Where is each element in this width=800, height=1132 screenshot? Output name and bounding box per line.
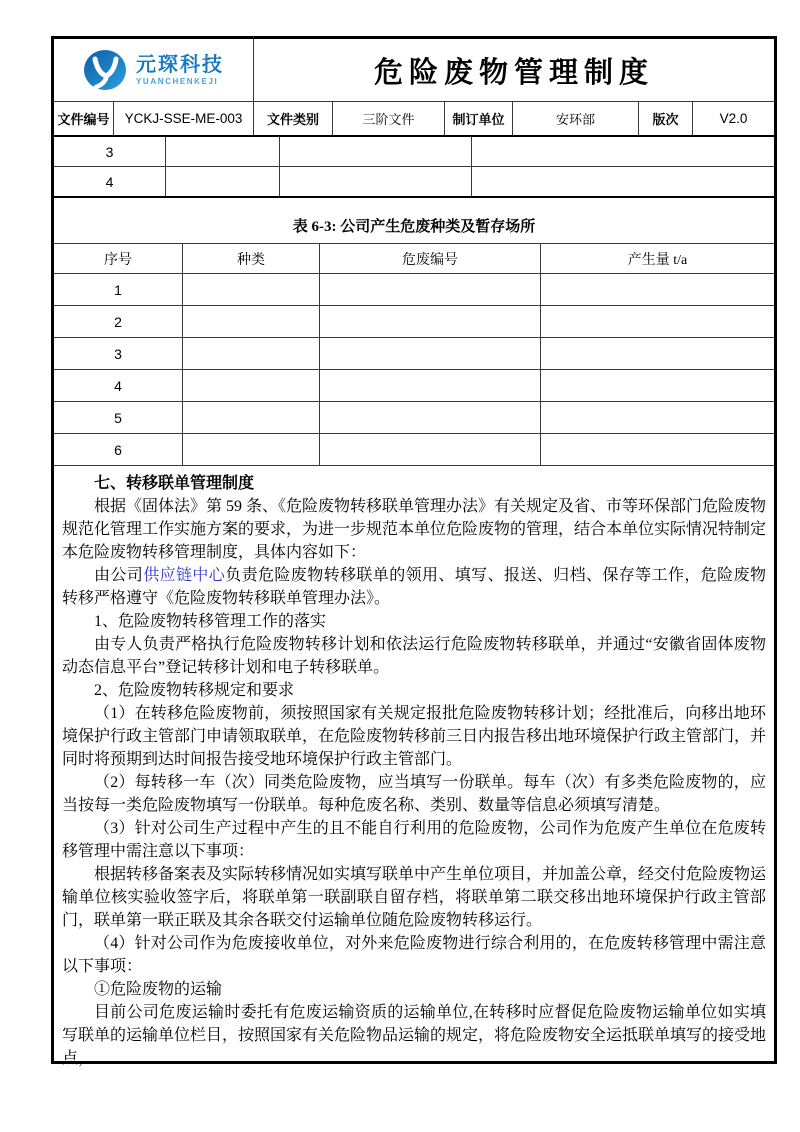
text-run: 1、危险废物转移管理工作的落实 [94,613,327,630]
empty-cell [320,306,541,337]
text-run: 由专人负责严格执行危险废物转移计划和依法运行危险废物转移联单，并通过“安徽省固体废物动态信息平台”登记转移计划和电子转移联单。 [62,636,766,676]
document-page [51,36,777,1067]
paragraph [62,817,766,863]
empty-cell [541,274,774,305]
row-number-cell: 3 [54,137,166,166]
text-run: 七、转移联单管理制度 [94,475,255,492]
text-run: 2、危险废物转移规定和要求 [94,682,295,699]
carryover-table [54,137,774,198]
empty-cell [183,370,320,401]
text-run: 由公司 [94,567,144,584]
empty-cell [183,306,320,337]
empty-cell [166,167,280,196]
paragraph [62,932,766,978]
row-number-cell: 1 [54,274,183,305]
version-label: 版次 [639,102,693,135]
row-number-cell: 4 [54,167,166,196]
text-run: 目前公司危废运输时委托有危废运输资质的运输单位,在转移时应督促危险废物运输单位如实填写联单的运输单位栏目，按照国家有关危险物品运输的规定，将危险废物安全运抵联单填写的接受地点， [62,1004,767,1067]
text-run: 根据转移备案表及实际转移情况如实填写联单中产生单位项目，并加盖公章，经交付危险废物运输单位核实验收签字后，将联单第一联副联自留存档，将联单第二联交移出地环境保护行政主管部门，联单第一联正联及其余各联交付运输单位随危险废物转移运行。 [62,866,767,929]
text-run: （1）在转移危险废物前，须按照国家有关规定报批危险废物转移计划；经批准后，向移出地环境保护行政主管部门申请领取联单，在危险废物转移前三日内报告移出地环境保护行政主管部门，并同时将预期到达时间报告接受地环境保护行政主管部门。 [62,705,767,768]
empty-cell [280,137,472,166]
text-run: （3）针对公司生产过程中产生的且不能自行利用的危险废物，公司作为危废产生单位在危废转移管理中需注意以下事项： [62,820,766,860]
row-number-cell: 5 [54,402,183,433]
paragraph [62,863,766,932]
empty-cell [541,434,774,465]
empty-cell [183,274,320,305]
empty-cell [541,402,774,433]
table-header-row [54,244,774,274]
col-header-type: 种类 [183,244,320,273]
paragraph [62,564,766,610]
text-run: （2）每转移一车（次）同类危险废物，应当填写一份联单。每车（次）有多类危险废物的，应当按每一类危险废物填写一份联单。每种危废名称、类别、数量等信息必须填写清楚。 [62,774,766,814]
empty-cell [183,402,320,433]
empty-cell [320,274,541,305]
doc-category-label: 文件类别 [254,102,333,135]
doc-category-value: 三阶文件 [333,102,445,135]
text-run: 根据《固体法》第 59 条、《危险废物转移联单管理办法》有关规定及省、市等环保部门危险废物规范化管理工作实施方案的要求，为进一步规范本单位危险废物的管理，结合本单位实际情况特制定本危险废物转移管理制度，具体内容如下： [62,498,767,561]
table-row [54,434,774,466]
col-header-waste-code: 危废编号 [320,244,541,273]
col-header-output: 产生量 t/a [627,252,688,268]
empty-cell [472,167,774,196]
empty-cell [320,434,541,465]
paragraph [62,702,766,771]
table-body [54,274,774,466]
paragraph [62,633,766,679]
paragraph [62,495,766,564]
text-run: 负责危险废物转移联单的领用、填写、报送、归档、保存等工作，危险废物转移严格遵守《危险废物转移联单管理办法》。 [62,567,766,607]
brand-block [136,55,224,86]
empty-cell [166,137,280,166]
document-title: 危险废物管理制度 [373,56,654,89]
table-row [54,306,774,338]
logo-swirl-icon [83,48,129,92]
paragraph [62,1001,766,1070]
empty-cell [183,434,320,465]
table-row [54,370,774,402]
empty-cell [280,167,472,196]
table-row [54,274,774,306]
empty-cell [541,306,774,337]
paragraph [62,679,766,702]
col-header-seq: 序号 [54,244,183,273]
meta-row [54,102,774,137]
doc-number-label: 文件编号 [54,102,114,135]
table-row [54,338,774,370]
table-row [54,166,774,196]
empty-cell [320,370,541,401]
doc-number-value: YCKJ-SSE-ME-003 [114,102,254,135]
document-header [54,39,774,102]
text-run: ①危险废物的运输 [94,981,223,998]
brand-subtitle: YUANCHENKEJI [136,76,219,86]
highlighted-term: 供应链中心 [143,567,226,584]
table-row [54,402,774,434]
paragraph [62,610,766,633]
text-run: （4）针对公司作为危废接收单位，对外来危险废物进行综合利用的，在危废转移管理中需注意以下事项： [62,935,766,975]
row-number-cell: 2 [54,306,183,337]
issuing-unit-label: 制订单位 [445,102,513,135]
empty-cell [472,137,774,166]
waste-types-table [54,243,774,466]
issuing-unit-value: 安环部 [513,102,639,135]
paragraph [62,978,766,1001]
version-value: V2.0 [719,111,748,126]
row-number-cell: 6 [54,434,183,465]
table-caption: 表 6-3: 公司产生危废种类及暂存场所 [292,219,536,235]
brand-name: 元琛科技 [136,53,224,76]
section-heading [62,472,766,495]
paragraph [62,771,766,817]
row-number-cell: 3 [54,338,183,369]
empty-cell [541,338,774,369]
empty-cell [183,338,320,369]
empty-cell [320,402,541,433]
body-section [54,466,774,1070]
table-row [54,137,774,166]
row-number-cell: 4 [54,370,183,401]
company-logo [54,39,254,101]
empty-cell [320,338,541,369]
empty-cell [541,370,774,401]
